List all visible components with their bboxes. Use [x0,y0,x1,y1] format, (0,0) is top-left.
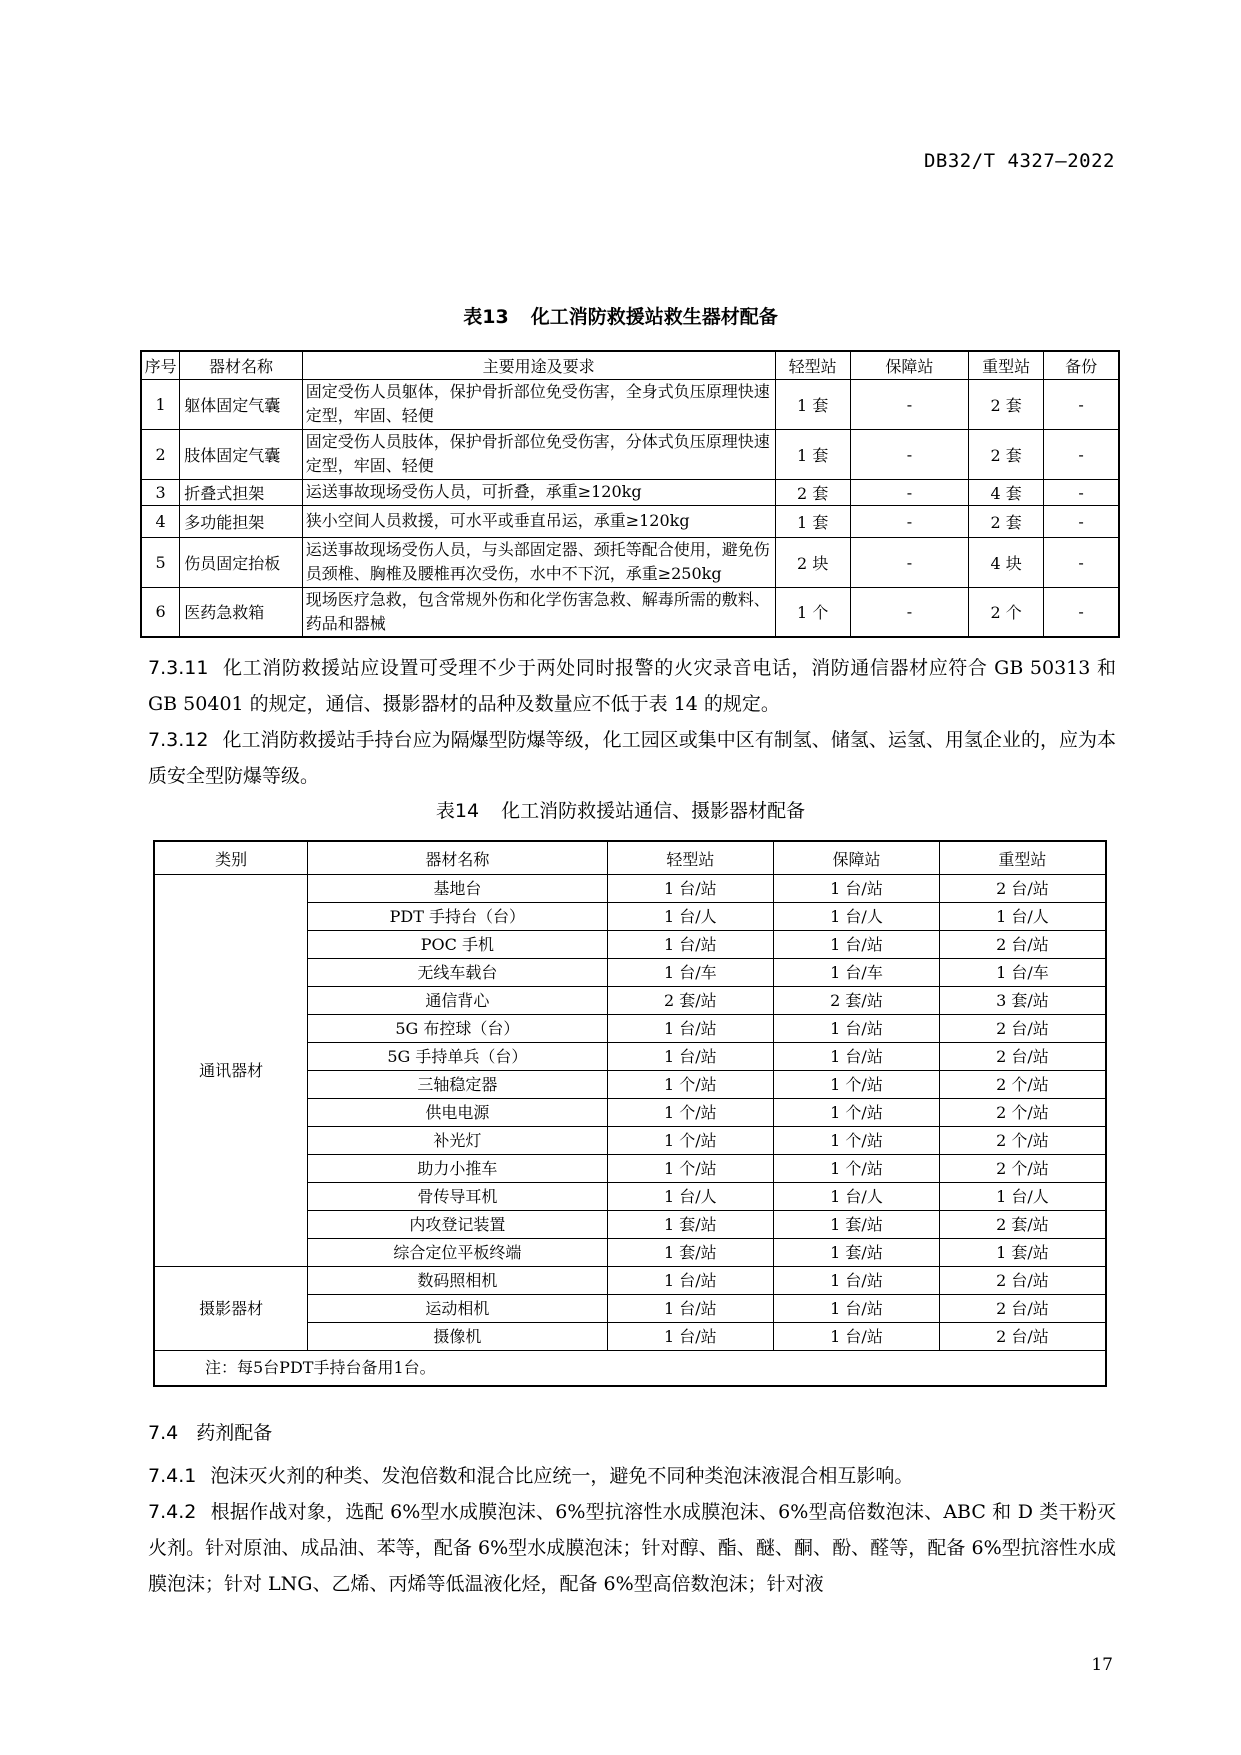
table-cell: 4 块 [969,537,1044,587]
table-cell: 1 个/站 [774,1099,940,1127]
clause-number: 7.4.2 [148,1501,197,1523]
table-cell: 医药急救箱 [180,587,303,637]
table-cell: - [1044,505,1119,537]
table-cell: 2 台/站 [939,1323,1106,1351]
table14-caption-no: 表14 [435,800,480,822]
table-cell: 2 台/站 [939,1043,1106,1071]
page-number: 17 [1091,1655,1113,1675]
table-cell: - [1044,379,1119,429]
table-row [154,1267,1106,1295]
table14-header-cell: 轻型站 [607,841,774,875]
section-title: 药剂配备 [196,1422,273,1444]
table-cell: 1 [141,379,180,429]
paragraph-7-4-2 [148,1494,1116,1602]
table-cell: 1 套/站 [939,1239,1106,1267]
table-cell: 2 套/站 [607,987,774,1015]
table-cell: 1 个/站 [607,1155,774,1183]
table-cell: 4 套 [969,479,1044,505]
table13-header-row [141,351,1119,379]
table-cell: 1 台/站 [774,1043,940,1071]
table-cell: - [850,505,968,537]
table-cell: 1 台/站 [774,1267,940,1295]
table-cell: 供电电源 [308,1099,607,1127]
table-cell: 躯体固定气囊 [180,379,303,429]
table-cell: 1 套/站 [774,1239,940,1267]
table-cell: 4 [141,505,180,537]
table-cell: 1 台/站 [607,931,774,959]
table-cell: 1 台/人 [607,903,774,931]
table-cell: - [850,479,968,505]
table13-header-cell: 轻型站 [775,351,850,379]
table-cell: 1 套 [775,505,850,537]
table-cell: 1 台/站 [607,1295,774,1323]
table-cell: 运送事故现场受伤人员，与头部固定器、颈托等配合使用，避免伤员颈椎、胸椎及腰椎再次受伤，水中不下沉，承重≥250kg [302,537,775,587]
table-cell: - [1044,537,1119,587]
table-cell: 1 个/站 [607,1099,774,1127]
table-cell: 3 [141,479,180,505]
paragraph-7-3-11 [148,650,1116,722]
table-cell: 1 台/站 [607,1043,774,1071]
table-cell: 2 台/站 [939,931,1106,959]
clause-text: 化工消防救援站应设置可受理不少于两处同时报警的火灾录音电话，消防通信器材应符合 GB 50313 和 GB 50401 的规定，通信、摄影器材的品种及数量应不低于表 14 的规定。 [148,657,1116,715]
table-row [141,429,1119,479]
clause-number: 7.4.1 [148,1465,197,1487]
table-row [141,587,1119,637]
table-cell: 1 个/站 [774,1127,940,1155]
table-cell: 补光灯 [308,1127,607,1155]
table-cell: 1 套/站 [607,1239,774,1267]
table-cell: 2 个 [969,587,1044,637]
table-cell: 2 个/站 [939,1071,1106,1099]
table-cell: 6 [141,587,180,637]
table-cell: 1 台/站 [607,1267,774,1295]
table-cell: 2 [141,429,180,479]
table-cell: 2 台/站 [939,1267,1106,1295]
table-cell: 综合定位平板终端 [308,1239,607,1267]
table-cell: 骨传导耳机 [308,1183,607,1211]
table-cell: 1 台/站 [607,1323,774,1351]
clause-number: 7.3.11 [148,657,209,679]
paragraph-7-4-1 [148,1458,1116,1494]
table-cell: 1 台/站 [607,1015,774,1043]
table13-header-cell: 重型站 [969,351,1044,379]
table-note: 注：每5台PDT手持台备用1台。 [154,1351,1106,1387]
table-cell: 1 台/站 [774,875,940,903]
table-cell: 1 台/站 [774,931,940,959]
table-cell: 运送事故现场受伤人员，可折叠，承重≥120kg [302,479,775,505]
table-cell: 1 台/站 [774,1323,940,1351]
table-cell: 5G 手持单兵（台） [308,1043,607,1071]
table-cell: 2 块 [775,537,850,587]
table-row [141,505,1119,537]
table-cell: 3 套/站 [939,987,1106,1015]
table13-caption-no: 表13 [463,306,509,328]
table-cell: 数码照相机 [308,1267,607,1295]
table-cell: 1 套 [775,429,850,479]
table-cell: 1 台/人 [939,903,1106,931]
table13-header-cell: 主要用途及要求 [302,351,775,379]
table-cell: 1 套/站 [607,1211,774,1239]
table13-caption [0,302,1241,329]
table-cell: 折叠式担架 [180,479,303,505]
table-cell: - [850,429,968,479]
clause-text: 根据作战对象，选配 6%型水成膜泡沫、6%型抗溶性水成膜泡沫、6%型高倍数泡沫、ABC 和 D 类干粉灭火剂。针对原油、成品油、苯等，配备 6%型水成膜泡沫；针对醇、酯、醚、酮、酚、醛等，配备 6%型抗溶性水成膜泡沫；针对 LNG、乙烯、丙烯等低温液化烃，配备 6%型高倍数泡沫；针对液 [148,1501,1116,1595]
table-cell: 现场医疗急救，包含常规外伤和化学伤害急救、解毒所需的敷料、药品和器械 [302,587,775,637]
table-cell: 狭小空间人员救援，可水平或垂直吊运，承重≥120kg [302,505,775,537]
table-cell: 伤员固定抬板 [180,537,303,587]
table-cell: 1 套 [775,379,850,429]
table-cell: 1 台/站 [774,1015,940,1043]
table-cell: PDT 手持台（台） [308,903,607,931]
table-row [141,379,1119,429]
paragraph-7-3-12 [148,722,1116,794]
table14 [153,840,1107,1387]
table-cell: 通信背心 [308,987,607,1015]
table-cell: 无线车载台 [308,959,607,987]
table-cell: 1 台/人 [939,1183,1106,1211]
table14-header-cell: 器材名称 [308,841,607,875]
table-cell: 肢体固定气囊 [180,429,303,479]
table-cell: 摄像机 [308,1323,607,1351]
table-cell: - [850,587,968,637]
table-row [141,537,1119,587]
table-cell: 2 套/站 [939,1211,1106,1239]
table-cell: 1 台/人 [774,1183,940,1211]
table-cell: - [1044,587,1119,637]
table-cell: 2 套 [969,429,1044,479]
clause-number: 7.3.12 [148,729,209,751]
table-cell: 运动相机 [308,1295,607,1323]
table-cell: 2 台/站 [939,875,1106,903]
table-cell: - [1044,429,1119,479]
table-row [141,479,1119,505]
table-cell: 1 个/站 [607,1127,774,1155]
table-cell: 5 [141,537,180,587]
table-cell: 2 个/站 [939,1099,1106,1127]
table13 [140,350,1120,638]
table14-header-row [154,841,1106,875]
table-row [154,875,1106,903]
table-cell: 1 台/车 [607,959,774,987]
table-cell: 2 个/站 [939,1155,1106,1183]
standard-code: DB32/T 4327—2022 [923,150,1115,172]
clause-text: 化工消防救援站手持台应为隔爆型防爆等级，化工园区或集中区有制氢、储氢、运氢、用氢企业的，应为本质安全型防爆等级。 [148,729,1116,787]
table13-header-cell: 保障站 [850,351,968,379]
table-cell: 1 台/人 [774,903,940,931]
table13-header-cell: 序号 [141,351,180,379]
table-cell: 1 套/站 [774,1211,940,1239]
table14-header-cell: 重型站 [939,841,1106,875]
table-cell: 助力小推车 [308,1155,607,1183]
table-cell: 5G 布控球（台） [308,1015,607,1043]
table13-caption-title: 化工消防救援站救生器材配备 [530,306,778,328]
clause-text: 泡沫灭火剂的种类、发泡倍数和混合比应统一，避免不同种类泡沫液混合相互影响。 [210,1465,914,1487]
table14-header-cell: 类别 [154,841,308,875]
table-note-row [154,1351,1106,1387]
table-cell: 固定受伤人员肢体，保护骨折部位免受伤害，分体式负压原理快速定型，牢固、轻便 [302,429,775,479]
table-cell: - [850,379,968,429]
table14-caption [0,796,1241,823]
table-cell: - [1044,479,1119,505]
table-cell: 1 台/站 [774,1295,940,1323]
table-cell: 1 台/站 [607,875,774,903]
category-cell: 通讯器材 [154,875,308,1267]
category-cell: 摄影器材 [154,1267,308,1351]
table-cell: 2 台/站 [939,1295,1106,1323]
table-cell: 1 个 [775,587,850,637]
table-cell: 2 套 [775,479,850,505]
table-cell: 2 个/站 [939,1127,1106,1155]
table-cell: 2 套 [969,379,1044,429]
table-cell: 1 台/车 [774,959,940,987]
section-heading [148,1418,272,1445]
table-cell: 基地台 [308,875,607,903]
table-cell: 三轴稳定器 [308,1071,607,1099]
table-cell: 2 套/站 [774,987,940,1015]
table14-caption-title: 化工消防救援站通信、摄影器材配备 [501,800,806,822]
table-cell: 多功能担架 [180,505,303,537]
table14-header-cell: 保障站 [774,841,940,875]
section-number: 7.4 [148,1422,179,1444]
table-cell: 2 台/站 [939,1015,1106,1043]
table-cell: 1 个/站 [774,1071,940,1099]
table-cell: POC 手机 [308,931,607,959]
table-cell: 1 个/站 [607,1071,774,1099]
table13-header-cell: 器材名称 [180,351,303,379]
table13-header-cell: 备份 [1044,351,1119,379]
table-cell: - [850,537,968,587]
table-cell: 1 个/站 [774,1155,940,1183]
table-cell: 2 套 [969,505,1044,537]
table-cell: 1 台/车 [939,959,1106,987]
table-cell: 固定受伤人员躯体，保护骨折部位免受伤害，全身式负压原理快速定型，牢固、轻便 [302,379,775,429]
table-cell: 内攻登记装置 [308,1211,607,1239]
table-cell: 1 台/人 [607,1183,774,1211]
